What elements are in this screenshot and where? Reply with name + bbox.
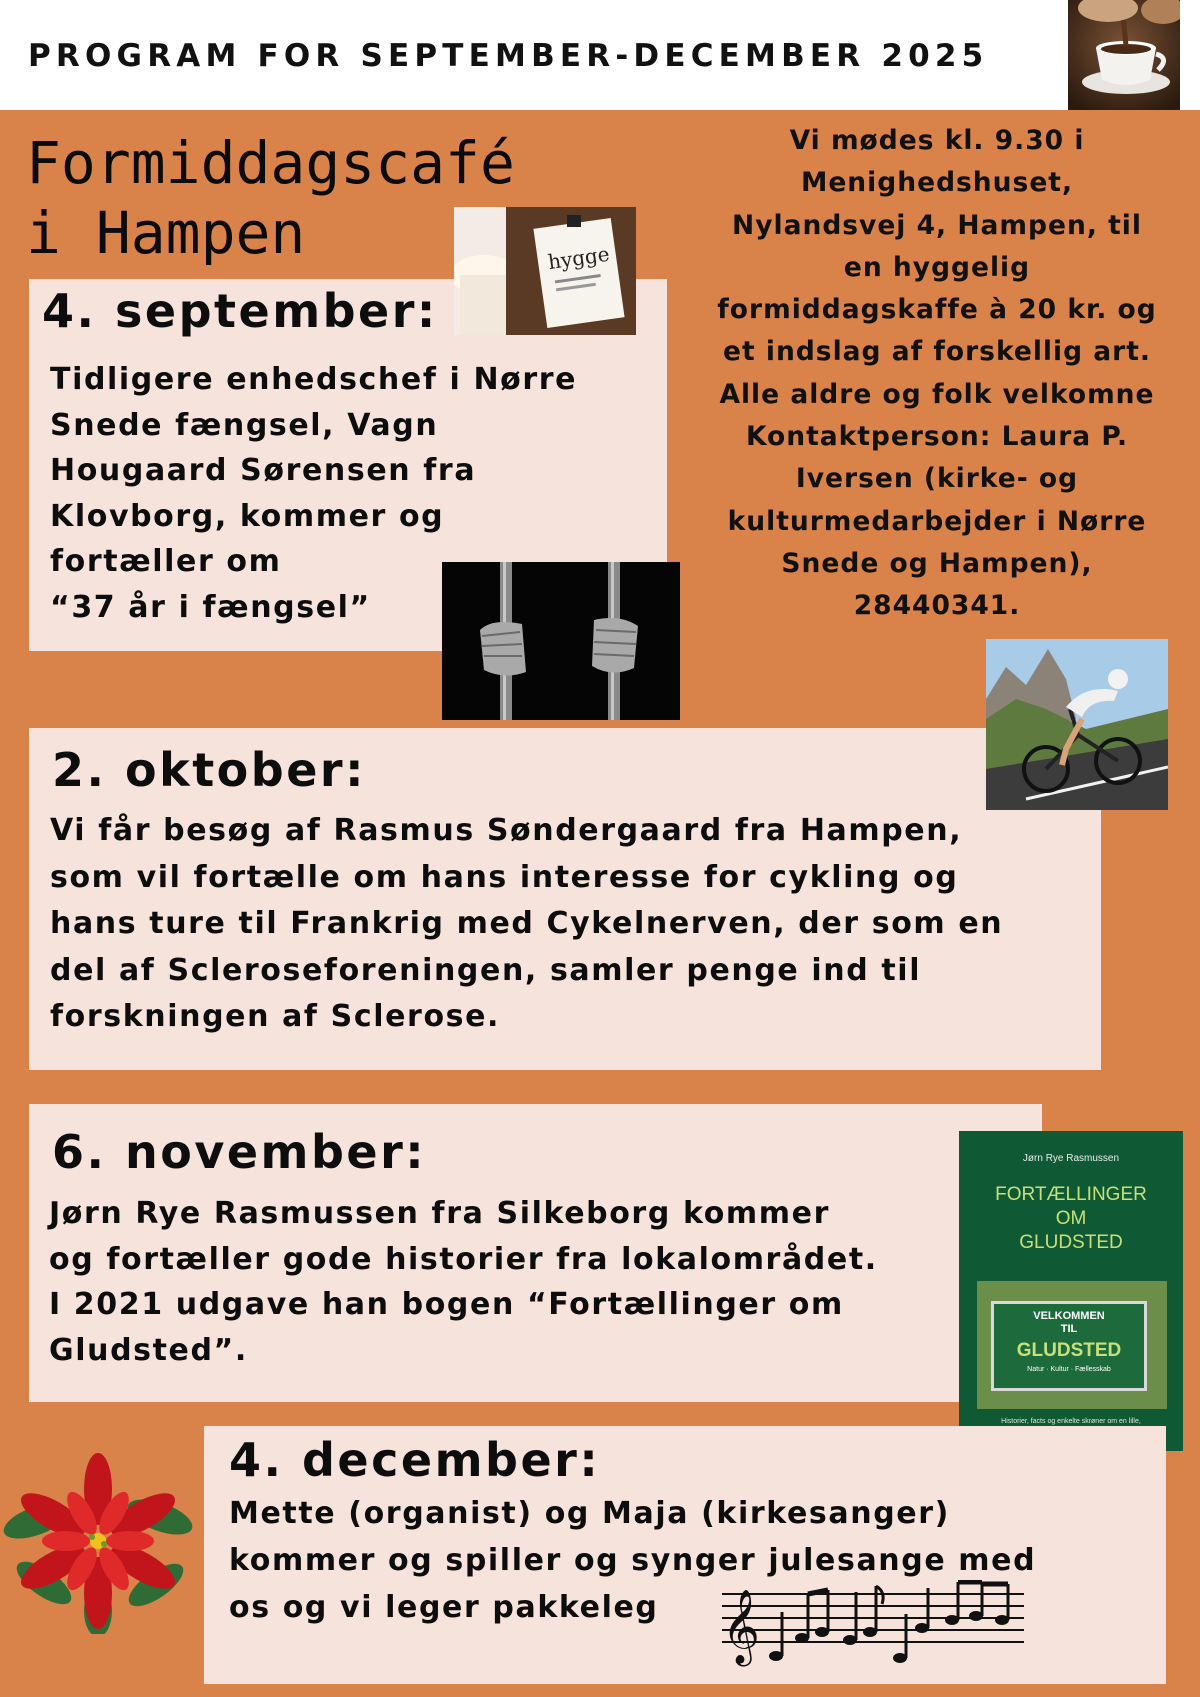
event-date-december: 4. december:	[229, 1433, 601, 1487]
event-text-oktober: Vi får besøg af Rasmus Søndergaard fra Hampen, som vil fortælle om hans interesse for cykling og hans ture til Frankrig med Cykelnerven, der som en del af Scleroseforeningen, samler penge ind til forskningen af Sclerose.	[50, 813, 1004, 1034]
book-photo	[977, 1281, 1167, 1409]
svg-text:𝄞: 𝄞	[722, 1590, 760, 1664]
event-date-oktober: 2. oktober:	[52, 743, 366, 797]
header-title: PROGRAM FOR SEPTEMBER-DECEMBER 2025	[28, 38, 989, 74]
town-sign	[991, 1301, 1147, 1391]
music-notes-icon	[718, 1580, 1028, 1670]
book-blurb: Historier, facts og enkelte skrøner om en lille,	[1001, 1418, 1141, 1425]
sign-place: GLUDSTED	[1016, 1340, 1122, 1361]
cyclist-photo	[986, 639, 1168, 810]
hygge-card-text: hygge	[546, 241, 611, 275]
book-title: FORTÆLLINGER OM GLUDSTED	[995, 1184, 1147, 1253]
event-date-november: 6. november:	[52, 1125, 427, 1179]
event-text-december: Mette (organist) og Maja (kirkesanger) kommer og spiller og synger julesange med os og vi leger pakkeleg	[229, 1496, 1037, 1625]
sign-motto: Natur · Kultur · Fællesskab	[1027, 1366, 1111, 1373]
prison-bars-photo	[442, 562, 680, 720]
intro-text: Vi mødes kl. 9.30 i Menighedshuset, Nylandsvej 4, Hampen, til en hyggelig formiddagskaffe à 20 kr. og et indslag af forskellig art. Alle aldre og folk velkomne Kontaktperson: Laura P. Iversen (kirke- og kulturmedarbejder i Nørre Snede og Hampen), 28440341.	[717, 125, 1157, 622]
sign-welcome: VELKOMMEN TIL	[1033, 1310, 1105, 1335]
poinsettia-icon	[0, 1448, 204, 1634]
event-date-september: 4. september:	[42, 284, 438, 338]
page-title: Formiddagscafé i Hampen	[26, 129, 515, 267]
coffee-photo	[1068, 0, 1180, 110]
event-text-september: Tidligere enhedschef i Nørre Snede fængsel, Vagn Hougaard Sørensen fra Klovborg, kommer og fortæller om “37 år i fængsel”	[50, 362, 578, 625]
book-author: Jørn Rye Rasmussen	[1022, 1153, 1120, 1164]
event-text-november: Jørn Rye Rasmussen fra Silkeborg kommer og fortæller gode historier fra lokalområdet. I 2021 udgave han bogen “Fortællinger om Gludsted”.	[49, 1196, 878, 1368]
hygge-photo	[454, 207, 636, 335]
book-cover-fortaellinger-om-gludsted	[959, 1131, 1183, 1451]
